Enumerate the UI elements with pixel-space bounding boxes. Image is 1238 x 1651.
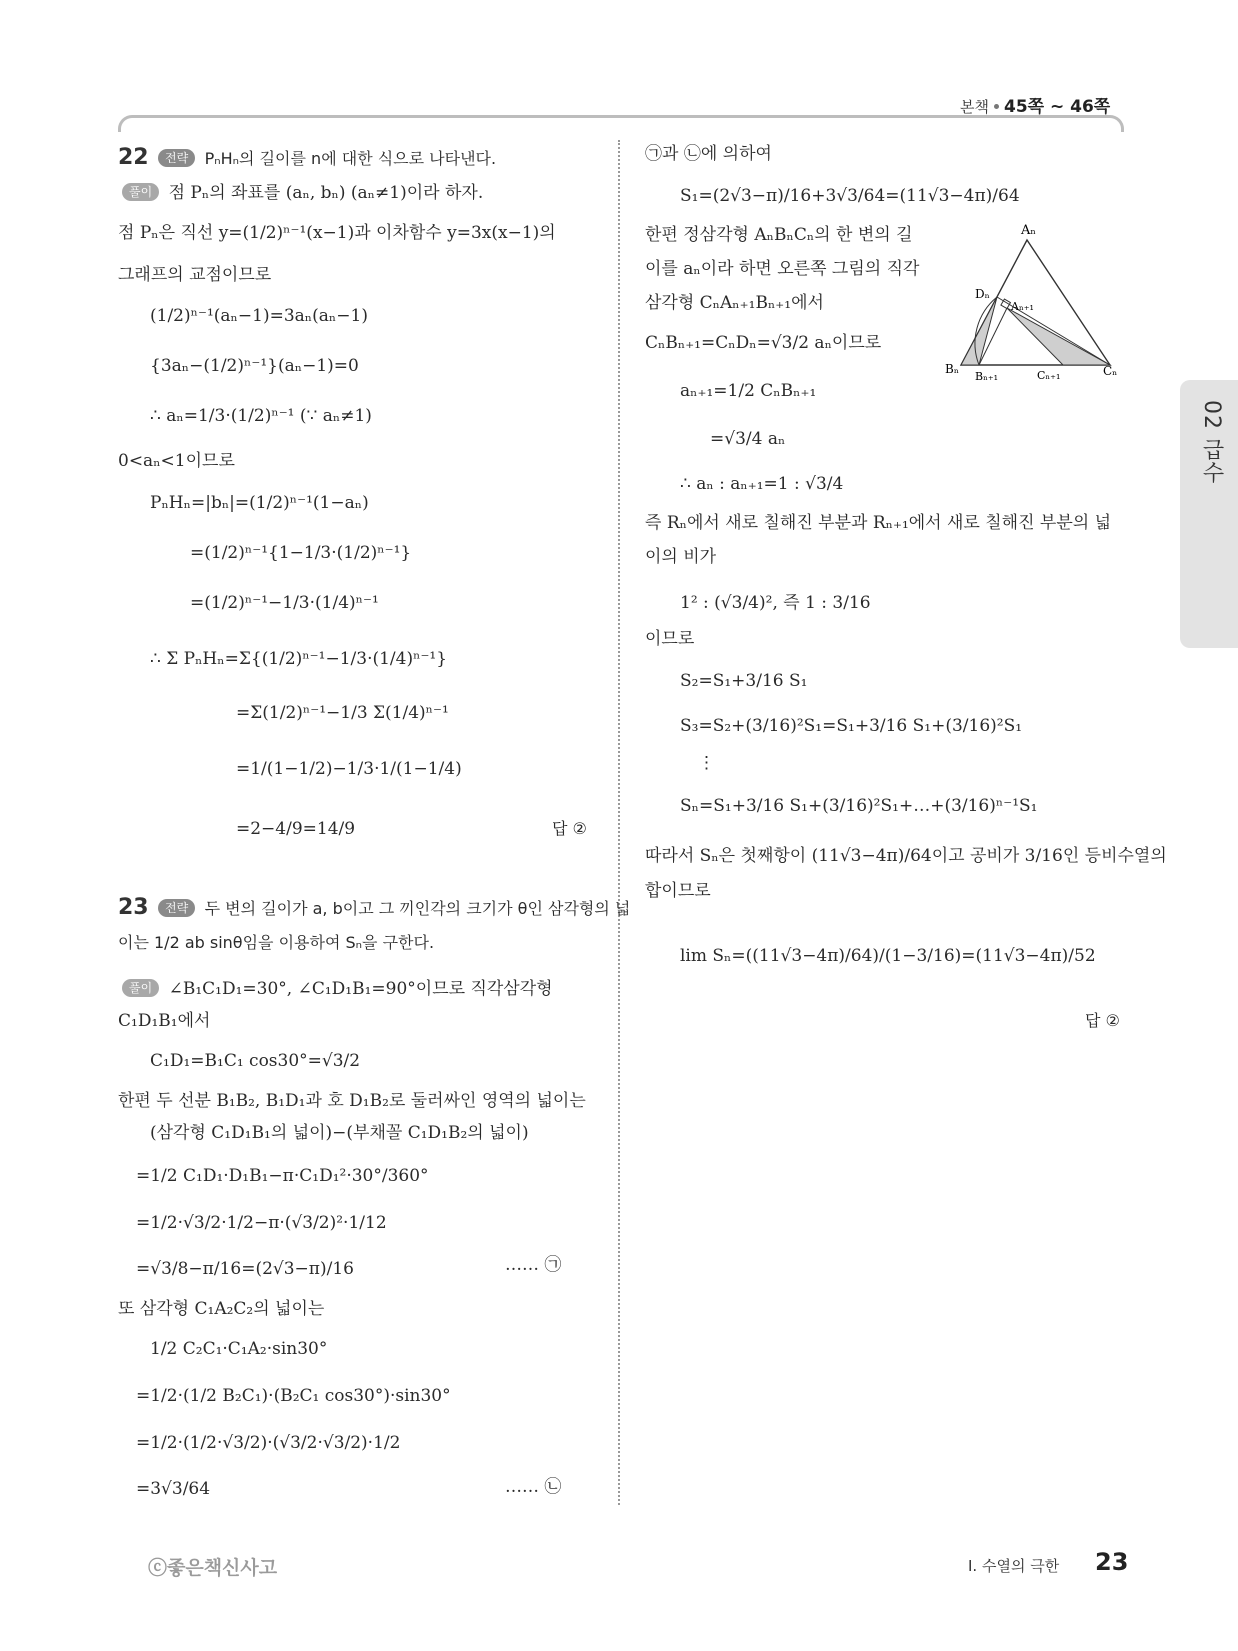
solution-tag: 풀이	[122, 183, 159, 201]
column-divider	[618, 140, 620, 1505]
strategy-text: 이는 1/2 ab sinθ임을 이용하여 Sₙ을 구한다.	[118, 933, 435, 952]
math-line: =1/2·(1/2·√3/2)·(√3/2·√3/2)·1/2	[136, 1433, 401, 1453]
label-Bn1: Bₙ₊₁	[975, 370, 999, 383]
side-tab-label: 02 급수	[1199, 400, 1224, 484]
math-line: C₁D₁=B₁C₁ cos30°=√3/2	[150, 1051, 361, 1071]
label-Dn: Dₙ	[975, 287, 990, 301]
math-line: 점 Pₙ은 직선 y=(1/2)ⁿ⁻¹(x−1)과 이차함수 y=3x(x−1)의	[118, 223, 556, 243]
math-line: 점 Pₙ의 좌표를 (aₙ, bₙ) (aₙ≠1)이라 하자.	[168, 183, 484, 203]
math-line: lim Sₙ=((11√3−4π)/64)/(1−3/16)=(11√3−4π)/52	[680, 946, 1096, 966]
math-line: =3√3/64	[136, 1479, 211, 1499]
math-line: =1/2·√3/2·1/2−π·(√3/2)²·1/12	[136, 1213, 387, 1233]
math-line: 1/2 C₂C₁·C₁A₂·sin30°	[150, 1339, 328, 1359]
math-line: Sₙ=S₁+3/16 S₁+(3/16)²S₁+…+(3/16)ⁿ⁻¹S₁	[680, 796, 1038, 816]
math-line: 이를 aₙ이라 하면 오른쪽 그림의 직각	[645, 259, 920, 279]
shaded-region-left	[961, 297, 997, 365]
math-line: 한편 정삼각형 AₙBₙCₙ의 한 변의 길	[645, 225, 913, 245]
math-line: ∴ aₙ=1/3·(1/2)ⁿ⁻¹ (∵ aₙ≠1)	[150, 406, 372, 426]
problem-22-strategy	[118, 147, 496, 170]
chapter-title: Ⅰ. 수열의 극한	[968, 1557, 1060, 1575]
label-Bn: Bₙ	[945, 362, 960, 376]
solution-tag: 풀이	[122, 979, 159, 997]
math-line: 또 삼각형 C₁A₂C₂의 넓이는	[118, 1299, 325, 1319]
math-line: 합이므로	[645, 881, 711, 901]
publisher-logo: ⓒ좋은책신사고	[148, 1557, 278, 1579]
label-An: Aₙ	[1021, 223, 1037, 238]
header-page-range: 45쪽 ~ 46쪽	[1003, 97, 1111, 117]
page-header	[960, 92, 1110, 117]
math-line: PₙHₙ=|bₙ|=(1/2)ⁿ⁻¹(1−aₙ)	[150, 493, 369, 513]
shaded-triangle	[1007, 308, 1110, 365]
math-line: 따라서 Sₙ은 첫째항이 (11√3−4π)/64이고 공비가 3/16인 등비수열의	[645, 846, 1167, 866]
bullet-dot	[994, 104, 999, 109]
math-line: 그래프의 교점이므로	[118, 265, 272, 285]
label-Cn1: Cₙ₊₁	[1037, 369, 1061, 382]
math-line: aₙ₊₁=1/2 CₙBₙ₊₁	[680, 381, 817, 401]
math-line: S₂=S₁+3/16 S₁	[680, 671, 808, 691]
math-line: S₃=S₂+(3/16)²S₁=S₁+3/16 S₁+(3/16)²S₁	[680, 716, 1023, 736]
math-line: ∴ Σ PₙHₙ=Σ{(1/2)ⁿ⁻¹−1/3·(1/4)ⁿ⁻¹}	[150, 649, 448, 669]
math-line: =√3/8−π/16=(2√3−π)/16	[136, 1259, 354, 1279]
answer-22: 답 ②	[552, 819, 587, 838]
triangle-figure	[945, 220, 1125, 385]
math-line: CₙBₙ₊₁=CₙDₙ=√3/2 aₙ이므로	[645, 333, 882, 353]
equation-mark: …… ㉡	[505, 1477, 562, 1497]
math-line: 이므로	[645, 629, 695, 649]
math-line: =2−4/9=14/9	[236, 819, 356, 839]
strategy-text: 두 변의 길이가 a, b이고 그 끼인각의 크기가 θ인 삼각형의 넓	[204, 899, 631, 918]
label-An1: Aₙ₊₁	[1011, 300, 1034, 313]
math-line: 삼각형 CₙAₙ₊₁Bₙ₊₁에서	[645, 293, 824, 313]
header-prefix: 본책	[960, 98, 989, 116]
math-line: ∴ aₙ : aₙ₊₁=1 : √3/4	[680, 474, 844, 494]
math-line: S₁=(2√3−π)/16+3√3/64=(11√3−4π)/64	[680, 186, 1020, 206]
math-line: C₁D₁B₁에서	[118, 1011, 211, 1031]
math-line: =(1/2)ⁿ⁻¹{1−1/3·(1/2)ⁿ⁻¹}	[190, 543, 412, 563]
math-line: =(1/2)ⁿ⁻¹−1/3·(1/4)ⁿ⁻¹	[190, 593, 379, 613]
problem-23-strategy	[118, 897, 630, 920]
math-line: ∠B₁C₁D₁=30°, ∠C₁D₁B₁=90°이므로 직각삼각형	[168, 979, 553, 999]
math-line: (1/2)ⁿ⁻¹(aₙ−1)=3aₙ(aₙ−1)	[150, 306, 368, 326]
math-line: {3aₙ−(1/2)ⁿ⁻¹}(aₙ−1)=0	[150, 356, 359, 376]
math-line: 한편 두 선분 B₁B₂, B₁D₁과 호 D₁B₂로 둘러싸인 영역의 넓이는	[118, 1091, 586, 1111]
strategy-tag: 전략	[158, 899, 195, 917]
answer-23: 답 ②	[1085, 1011, 1120, 1030]
solution-line	[118, 182, 483, 204]
problem-number: 22	[118, 145, 149, 170]
strategy-text: PₙHₙ의 길이를 n에 대한 식으로 나타낸다.	[204, 149, 497, 168]
equation-mark: …… ㉠	[505, 1255, 562, 1275]
math-line: (삼각형 C₁D₁B₁의 넓이)−(부채꼴 C₁D₁B₂의 넓이)	[150, 1123, 529, 1143]
math-line: =Σ(1/2)ⁿ⁻¹−1/3 Σ(1/4)ⁿ⁻¹	[236, 703, 449, 723]
label-Cn: Cₙ	[1103, 364, 1118, 378]
page-number: 23	[1095, 1548, 1129, 1576]
math-line: =1/2 C₁D₁·D₁B₁−π·C₁D₁²·30°/360°	[136, 1166, 429, 1186]
math-line: =1/(1−1/2)−1/3·1/(1−1/4)	[236, 759, 462, 779]
math-line: ㉠과 ㉡에 의하여	[645, 144, 772, 164]
math-line: 0<aₙ<1이므로	[118, 451, 235, 471]
math-line: ⋮	[698, 753, 715, 773]
math-line: =1/2·(1/2 B₂C₁)·(B₂C₁ cos30°)·sin30°	[136, 1386, 451, 1406]
problem-number: 23	[118, 895, 149, 920]
solution-line	[118, 978, 553, 1000]
strategy-tag: 전략	[158, 149, 195, 167]
math-line: 이의 비가	[645, 547, 717, 567]
top-rule	[118, 115, 1124, 132]
math-line: 1² : (√3/4)², 즉 1 : 3/16	[680, 593, 871, 613]
math-line: =√3/4 aₙ	[710, 429, 786, 449]
math-line: 즉 Rₙ에서 새로 칠해진 부분과 Rₙ₊₁에서 새로 칠해진 부분의 넓	[645, 513, 1112, 533]
